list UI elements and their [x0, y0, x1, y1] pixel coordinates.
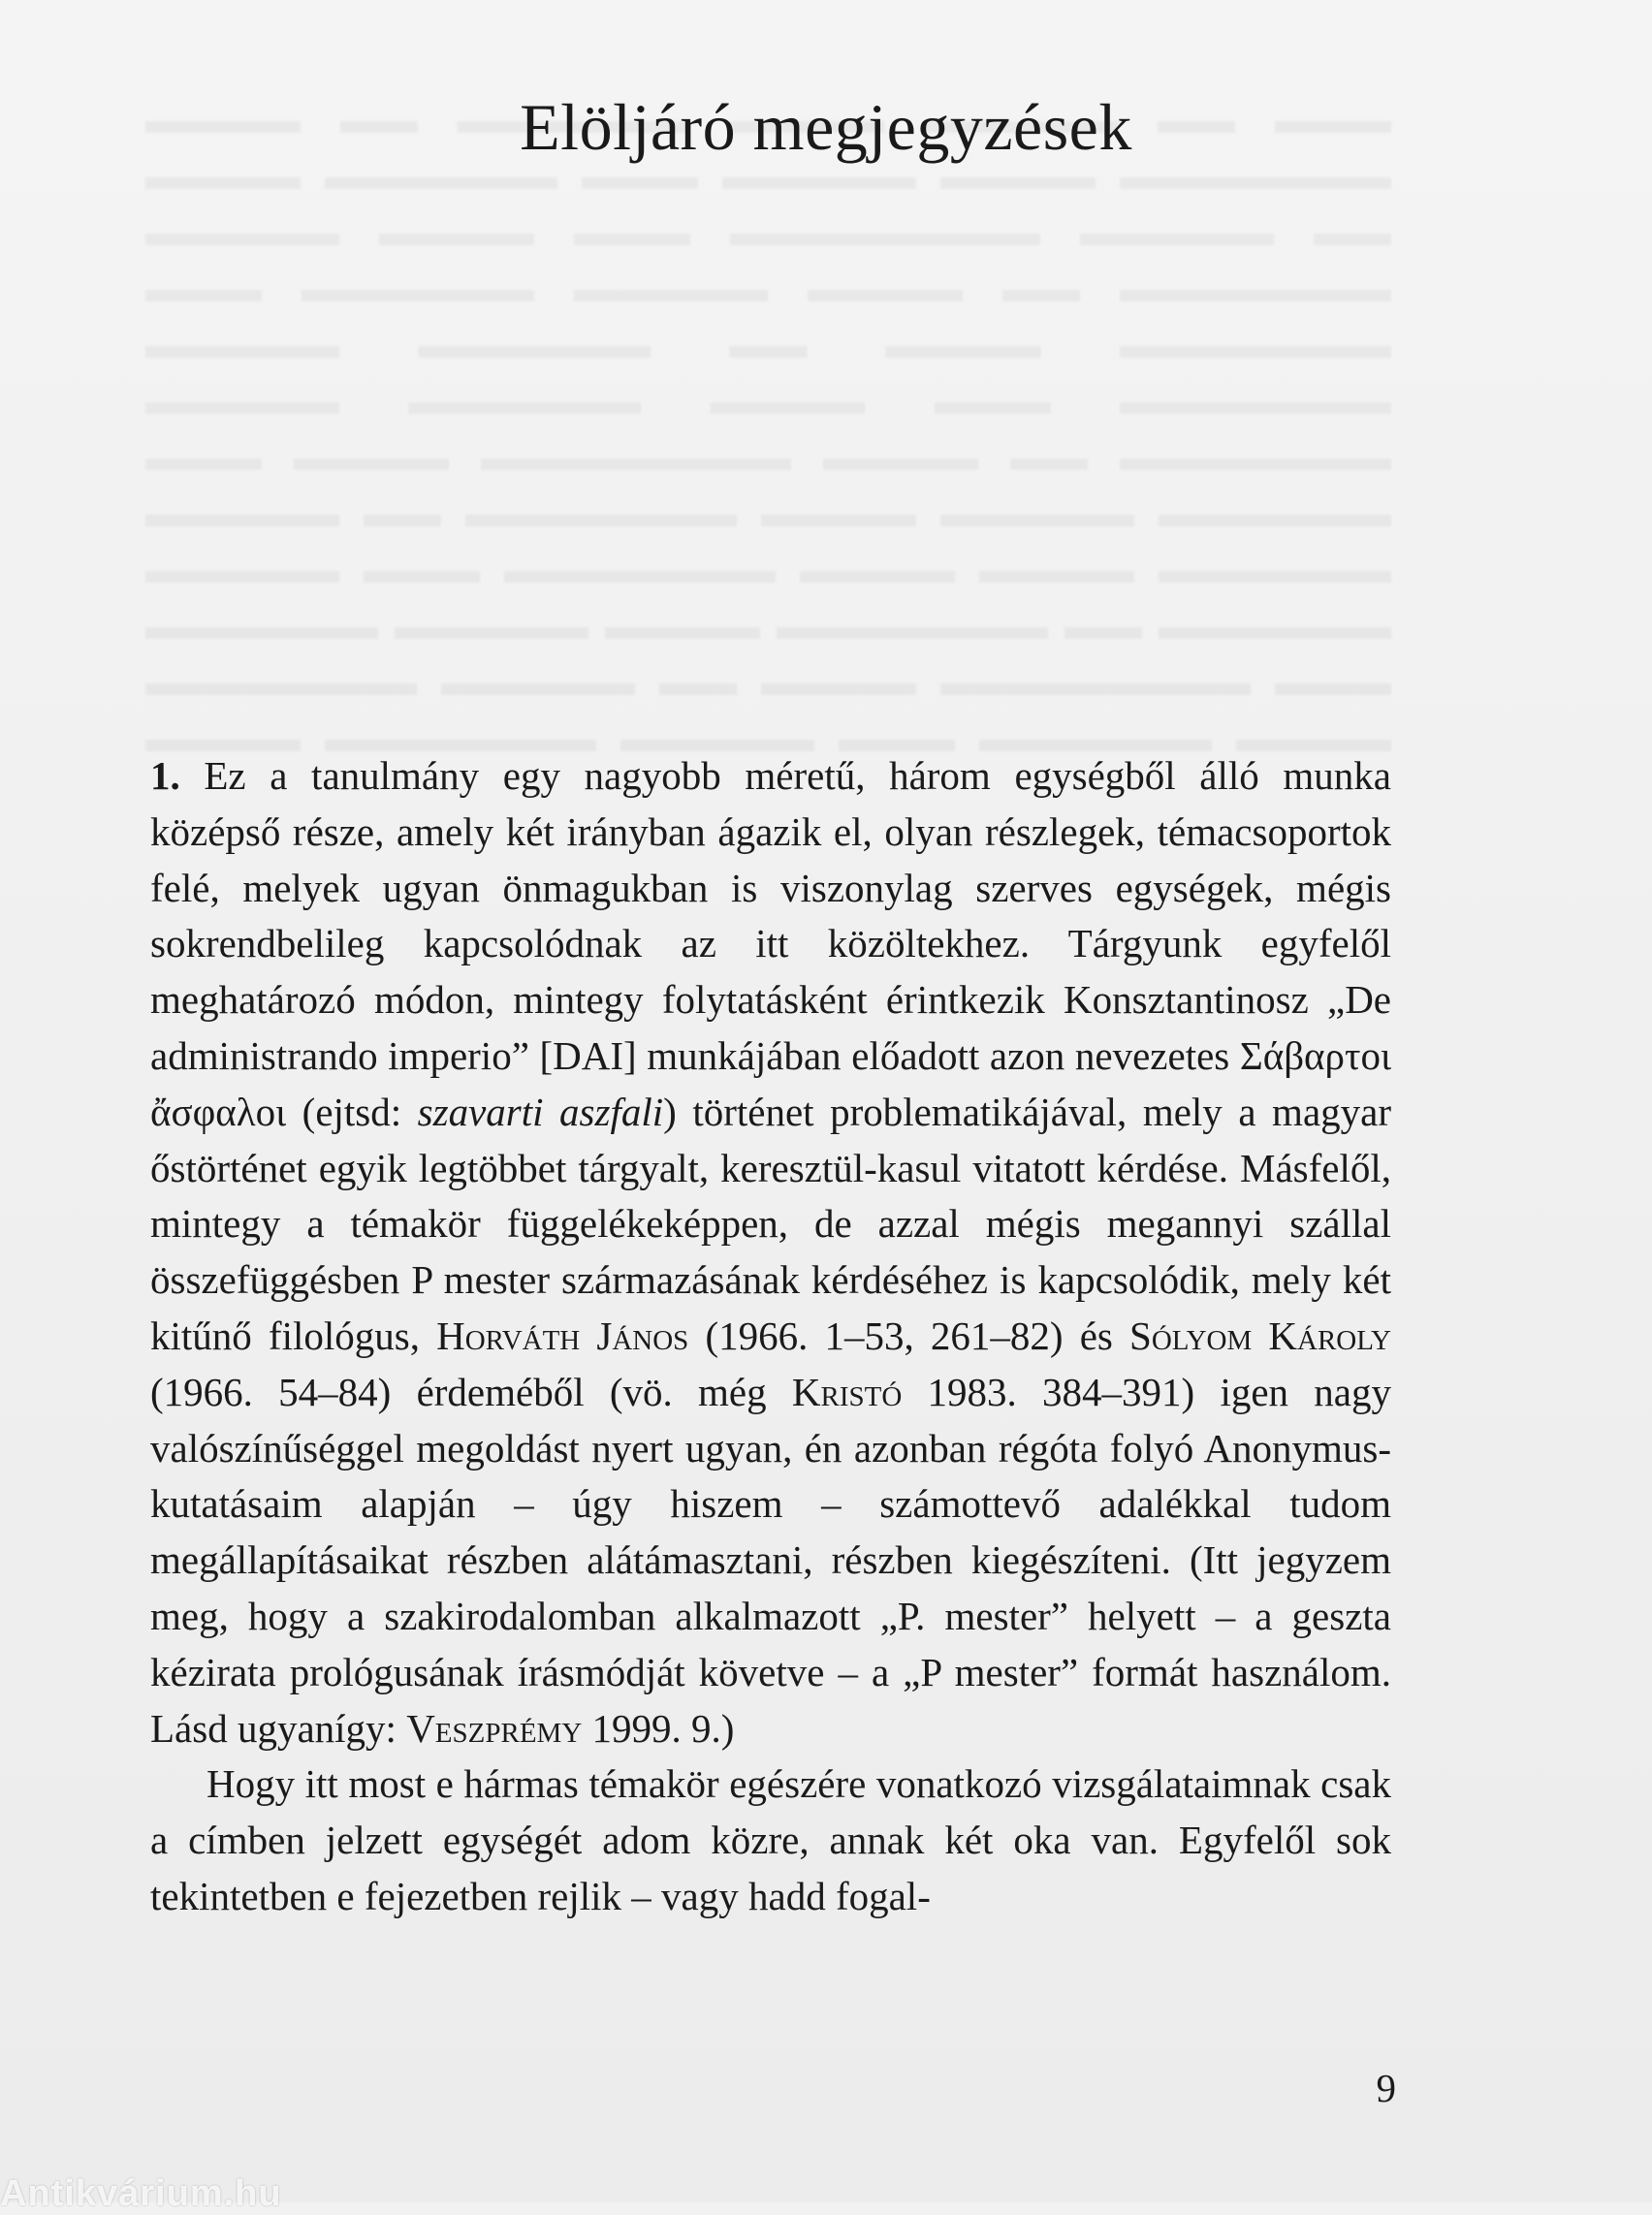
paragraph-1-run-4: (1966. 54–84) érdeméből (vö. még [150, 1369, 792, 1414]
body-text [150, 748, 1391, 1925]
italic-transliteration: szavarti aszfali [417, 1089, 664, 1134]
paragraph-1-run-1: Ez a tanulmány egy nagyobb méretű, három egységből álló munka középső része, amely két irányban ágazik el, olyan részlegek, témacsoportok felé, melyek ugyan önmagukban is viszonylag szerves egységek, mégis sokrendbelileg kapcsolódnak az itt közöltekhez. Tárgyunk egyfelől meghatározó módon, mintegy folytatásként érintkezik Konsztantinosz „De administrando imperio” [DAI] munkájában előadott azon nevezetes Σάβαρτοι ἄσφαλοι (ejtsd: [150, 753, 1391, 1134]
author-veszpremy: Veszprémy [406, 1705, 583, 1751]
section-number: 1. [150, 753, 180, 798]
watermark: Antikvárium.hu [0, 2173, 282, 2214]
paragraph-1-run-6: 1999. 9.) [582, 1705, 735, 1751]
paragraph-1-run-5: 1983. 384–391) igen nagy valószínűséggel megoldást nyert ugyan, én azonban régóta folyó Anonymus-kutatásaim alapján – úgy hiszem – számottevő adalékkal tudom megállapításaikat részben alátámasztani, részben kiegészíteni. (Itt jegyzem meg, hogy a szakirodalomban alkalmazott „P. mester” helyett – a geszta kézirata prológusának írásmódját követve – a „P mester” formát használom. Lásd ugyanígy: [150, 1369, 1391, 1751]
author-kristo: Kristó [791, 1369, 903, 1414]
author-horvath: Horváth János [436, 1313, 689, 1358]
show-through-text [145, 92, 1391, 751]
chapter-title: Elöljáró megjegyzések [520, 90, 1132, 164]
paragraph-1-run-2: ) történet problematikájával, mely a magyar őstörténet egyik legtöbbet tárgyalt, keresztül-kasul vitatott kérdése. Másfelől, mintegy a témakör függelékeképpen, de azzal mégis megannyi szállal összefüggésben P mester származásának kérdéséhez is kapcsolódik, mely két kitűnő filológus, [150, 1089, 1391, 1358]
paragraph-2: Hogy itt most e hármas témakör egészére vonatkozó vizsgálataimnak csak a címben jelzett egységét adom közre, annak két oka van. Egyfelől sok tekintetben e fejezetben rejlik – vagy hadd fogal- [150, 1761, 1391, 1918]
paragraph-1-run-3: (1966. 1–53, 261–82) és [688, 1313, 1130, 1358]
author-solyom: Sólyom Károly [1129, 1313, 1392, 1358]
page-number: 9 [1376, 2066, 1396, 2110]
paragraph-1 [150, 748, 1391, 1756]
